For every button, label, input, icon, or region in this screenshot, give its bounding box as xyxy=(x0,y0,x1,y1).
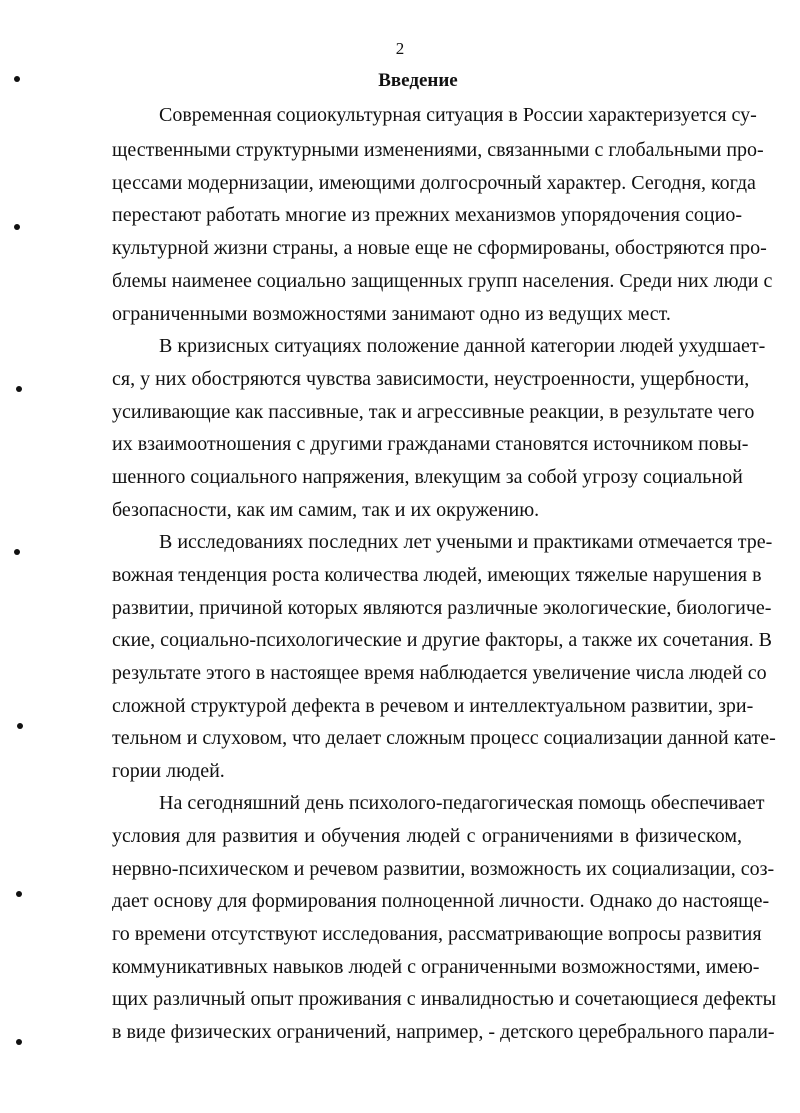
text-line: безопасности, как им самим, так и их окружению. xyxy=(112,499,540,521)
text-line: усиливающие как пассивные, так и агрессивные реакции, в результате чего xyxy=(112,401,755,423)
text-line: ские, социально-психологические и другие факторы, а также их сочетания. В xyxy=(112,629,773,651)
text-line: перестают работать многие из прежних механизмов упорядочения социо- xyxy=(112,204,742,226)
text-line: условия для развития и обучения людей с ограничениями в физическом, xyxy=(112,825,742,847)
text-line: цессами модернизации, имеющими долгосрочный характер. Сегодня, когда xyxy=(112,172,756,194)
text-line: щих различный опыт проживания с инвалидностью и сочетающиеся дефекты xyxy=(112,988,777,1010)
text-line: ся, у них обостряются чувства зависимости, неустроенности, ущербности, xyxy=(112,368,750,390)
text-line: блемы наименее социально защищенных групп населения. Среди них люди с xyxy=(112,270,773,292)
text-line: го времени отсутствуют исследования, рассматривающие вопросы развития xyxy=(112,923,762,945)
section-heading: Введение xyxy=(378,70,458,91)
text-line: Современная социокультурная ситуация в России характеризуется су- xyxy=(159,104,757,126)
text-line: шенного социального напряжения, влекущим за собой угрозу социальной xyxy=(112,466,743,488)
text-line: вожная тенденция роста количества людей, имеющих тяжелые нарушения в xyxy=(112,564,762,586)
text-line: В исследованиях последних лет учеными и практиками отмечается тре- xyxy=(159,531,773,553)
text-line: сложной структурой дефекта в речевом и интеллектуальном развитии, зри- xyxy=(112,695,754,717)
text-line: результате этого в настоящее время наблюдается увеличение числа людей со xyxy=(112,662,767,684)
scan-mark xyxy=(14,549,20,555)
text-line: На сегодняшний день психолого-педагогическая помощь обеспечивает xyxy=(159,792,765,814)
text-line: тельном и слуховом, что делает сложным процесс социализации данной кате- xyxy=(112,727,776,749)
text-line: В кризисных ситуациях положение данной категории людей ухудшает- xyxy=(159,335,766,357)
text-line: щественными структурными изменениями, связанными с глобальными про- xyxy=(112,139,764,161)
text-line: коммуникативных навыков людей с ограниченными возможностями, имею- xyxy=(112,956,760,978)
text-line: гории людей. xyxy=(112,760,225,782)
scan-mark xyxy=(14,76,20,82)
scan-mark xyxy=(17,723,23,729)
text-line: дает основу для формирования полноценной личности. Однако до настояще- xyxy=(112,890,770,912)
text-line: культурной жизни страны, а новые еще не сформированы, обостряются про- xyxy=(112,237,767,259)
scan-mark xyxy=(16,1039,22,1045)
text-line: ограниченными возможностями занимают одно из ведущих мест. xyxy=(112,303,671,325)
page-number: 2 xyxy=(395,39,405,58)
text-line: нервно-психическом и речевом развитии, возможность их социализации, соз- xyxy=(112,858,775,880)
text-line: развитии, причиной которых являются различные экологические, биологиче- xyxy=(112,597,772,619)
scan-mark xyxy=(16,386,22,392)
scan-mark xyxy=(14,224,20,230)
text-line: в виде физических ограничений, например, - детского церебрального парали- xyxy=(112,1021,775,1043)
scan-mark xyxy=(16,891,22,897)
text-line: их взаимоотношения с другими гражданами становятся источником повы- xyxy=(112,433,749,455)
